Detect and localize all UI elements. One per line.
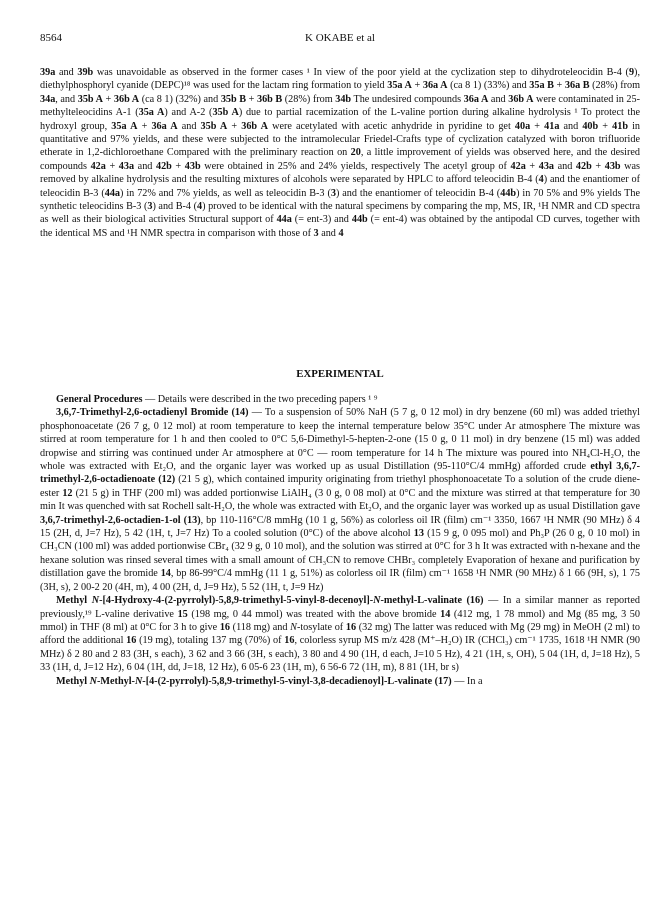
bromide-paragraph-run: 3,6,7-Trimethyl-2,6-octadienyl Bromide (14) (56, 407, 249, 419)
intro-paragraph-run: 4 (338, 227, 344, 239)
intro-paragraph-run: were contaminated in 25-methylteleocidins A-1 ( (40, 93, 640, 119)
valinate17-paragraph-run: N (134, 675, 143, 687)
intro-paragraph-run: 35a A (387, 80, 412, 92)
intro-paragraph-run: ) in 72% and 7% yields, as well as teleocidin B-3 ( (120, 187, 331, 199)
bromide-14-paragraph (40, 406, 640, 594)
intro-paragraph-run: and (559, 120, 583, 132)
intro-paragraph-run: 43a (118, 160, 135, 172)
valinate16-paragraph-run: 16 (219, 621, 230, 633)
intro-paragraph-run: + (591, 160, 605, 172)
valinate16-paragraph-run: 16 (345, 621, 357, 633)
intro-paragraph-run: + (137, 120, 152, 132)
intro-paragraph-run: 3 (147, 201, 153, 213)
valinate16-paragraph-run: (118 mg) and (230, 621, 291, 633)
valinate16-paragraph-run: (198 mg, 0 44 mmol) was treated with the above bromide (187, 608, 441, 620)
valinate16-paragraph-run: -[4-Hydroxy-4-(2-pyrrolyl)-5,8,9-trimethyl-5-vinyl-8-decenoyl]- (99, 595, 374, 607)
intro-paragraph-run: + (105, 160, 119, 172)
results-discussion-paragraph (40, 66, 640, 240)
intro-paragraph-run: (= ent-3) and (291, 214, 352, 226)
valinate16-paragraph-run: -methyl-L-valinate (16) (380, 595, 484, 607)
valinate16-paragraph-run: N (290, 621, 297, 633)
intro-paragraph-run: and (177, 120, 201, 132)
bromide-paragraph-run: (21 5 g) in THF (200 ml) was added portionwise LiAlH₄ (3 0 g, 0 08 mol) at 0°C and the mixture was stirred at that temperature for 30 min It was quenched with sat Rochell salt-H₂O, the whole was extracted with Et₂O, and the organic layer was worked up as usual Distillation gave (40, 487, 641, 513)
intro-paragraph-run: 44a (104, 187, 120, 199)
bromide-paragraph-run: , bp 86-99°C/4 mmHg (11 1 g, 51%) as colorless oil IR (film) cm⁻¹ 1658 ¹H NMR (90 MHz) δ 1 66 (9H, s), 1 75 (3H, s), 2 00-2 20 (4H, m), 4 00 (2H, d, J=9 Hz), 5 52 (1H, t, J=9 Hz) (40, 568, 640, 593)
valinate16-paragraph-run: 16 (284, 635, 295, 647)
intro-paragraph-run: 39a (40, 67, 56, 78)
intro-paragraph-run: 35b A (200, 120, 228, 132)
intro-paragraph-run: + (553, 80, 565, 92)
intro-paragraph-run: 3 (313, 227, 319, 239)
intro-paragraph-run: ) and A-2 ( (164, 107, 213, 119)
bromide-paragraph-run: (15 9 g, 0 095 mol) and Ph₃P (26 0 g, 0 10 mol) in CH₃CN (100 ml) was added portionwise CBr₄ (32 9 g, 0 10 mol), and the solution was stirred at 0°C for 3 h It was extracted with n-hexane and the hexane solution was rinsed several times with a small amount of CH₃CN to remove CHBr₃ completely Evaporation of hexane and purification by distillation gave the bromide (40, 528, 640, 580)
intro-paragraph-run: + (171, 160, 185, 172)
intro-paragraph-run: + (598, 120, 613, 132)
intro-paragraph-run: 35a A (111, 120, 138, 132)
intro-paragraph-run: 44b (500, 187, 517, 199)
intro-paragraph-run: 4 (197, 201, 203, 213)
intro-paragraph-run: + (246, 93, 257, 105)
intro-paragraph-run: 35b B (220, 93, 247, 105)
intro-paragraph-run: 36a A (151, 120, 178, 132)
intro-paragraph-run: + (227, 120, 242, 132)
intro-paragraph-run: 40b (582, 120, 599, 132)
intro-paragraph-run: (ca 8 1) (32%) and (139, 93, 221, 105)
valinate16-paragraph-run: (412 mg, 1 78 mmol) and Mg (85 mg, 3 50 mmol) in THF (8 ml) at 0°C for 3 h to give (40, 608, 640, 633)
intro-paragraph-run: 39b (77, 67, 94, 78)
intro-paragraph-run: 36a A (422, 80, 448, 92)
intro-paragraph-run: and (55, 67, 78, 78)
intro-paragraph (40, 66, 640, 240)
bromide-paragraph-run: 12 (62, 487, 73, 499)
page-number: 8564 (40, 32, 62, 44)
intro-paragraph-run: + (525, 160, 539, 172)
valinate17-paragraph-run: Methyl (56, 675, 90, 687)
intro-paragraph-run: (28%) from (282, 93, 336, 105)
intro-paragraph-run: 41a (544, 120, 560, 132)
valinate16-paragraph-run: (19 mg), totaling 137 mg (70%) of (136, 635, 285, 647)
general-paragraph-run: General Procedures (56, 394, 143, 405)
intro-paragraph-run: 34b (335, 93, 352, 105)
bromide-paragraph-run: 3,6,7-trimethyl-2,6-octadien-1-ol (13) (40, 514, 201, 526)
intro-paragraph-run: + (530, 120, 545, 132)
intro-paragraph-run: ) in 70 5% and 9% yields The synthetic teleocidins B-3 ( (40, 187, 641, 213)
running-head: K OKABE et al (305, 32, 375, 44)
intro-paragraph-run: The undesired compounds (351, 93, 464, 105)
intro-paragraph-run: (= ent-4) was obtained by the antipodal CD curves, together with the identical MS and ¹H NMR spectra in comparison with those of (40, 214, 640, 239)
intro-paragraph-run: were acetylated with acetic anhydride in pyridine to get (267, 120, 515, 132)
valinate17-paragraph-run: — In a (451, 675, 483, 687)
valinate16-paragraph-run: — In a similar manner as reported previously,¹⁹ L-valine derivative (40, 595, 640, 620)
intro-paragraph-run: 40a (514, 120, 531, 132)
valinate16-paragraph-run: N (373, 595, 381, 607)
valinate16-paragraph-run: (32 mg) The latter was reduced with Mg (29 mg) in MeOH (2 ml) to afford the additional (40, 621, 640, 647)
intro-paragraph-run: ), diethylphosphoryl cyanide (DEPC)¹⁸ was used for the lactam ring formation to yield (40, 67, 640, 92)
intro-paragraph-run: in quantitative and 97% yields, and these were subjected to the intramolecular Friedel-Crafts type of cyclization catalyzed with boron trifluoride etherate in 1,2-dichloroethane Compared with the preliminary reaction on (40, 120, 641, 159)
intro-paragraph-run: and (488, 93, 509, 105)
intro-paragraph-run: 36b B (256, 93, 283, 105)
intro-paragraph-run: 4 (538, 174, 544, 186)
valinate17-paragraph-run: N (89, 675, 98, 687)
valinate17-paragraph-run: -[4-(2-pyrrolyl)-5,8,9-trimethyl-5-vinyl-3,8-decadienoyl]-L-valinate (17) (142, 675, 452, 687)
intro-paragraph-run: 42a (510, 160, 526, 172)
intro-paragraph-run: 36b A (241, 120, 268, 132)
page-header (40, 32, 640, 46)
intro-paragraph-run: ) proved to be identical with the natural specimens by comparing the mp, MS, IR, ¹H NMR and CD spectra as well as their biological activities Structural support of (40, 201, 640, 226)
intro-paragraph-run: ) and the enantiomer of teleocidin B-3 ( (40, 174, 641, 199)
valinate-17-paragraph (40, 675, 640, 688)
general-paragraph-run: — Details were described in the two preceding papers ¹ ⁹ (142, 394, 378, 405)
intro-paragraph-run: and (318, 227, 339, 239)
general-procedures-paragraph (40, 393, 640, 406)
intro-paragraph-run: 43a (538, 160, 555, 172)
intro-paragraph-run: + (411, 80, 423, 92)
intro-paragraph-run: 36b A (113, 93, 140, 105)
experimental-body (40, 393, 640, 688)
intro-paragraph-run: 36b A (508, 93, 534, 105)
valinate16-paragraph-run: -tosylate of (296, 621, 346, 633)
intro-paragraph-run: 42b (575, 160, 592, 172)
valinate17-paragraph-run: -Methyl- (97, 675, 135, 687)
intro-paragraph-run: (ca 8 1) (33%) and (447, 80, 530, 92)
bromide-paragraph-run: ethyl 3,6,7-trimethyl-2,6-octadienoate (12) (40, 461, 640, 486)
intro-paragraph-run: 43b (604, 160, 621, 172)
intro-paragraph-run: ) due to partial racemization of the L-valine portion during alkaline hydrolysis ¹ To protect the hydroxyl group, (40, 107, 640, 132)
valinate16-paragraph-run: N (91, 595, 100, 607)
bromide-paragraph-run: 14 (160, 568, 171, 580)
intro-paragraph-run: 35a A (138, 107, 165, 119)
intro-paragraph-run: 36a B (564, 80, 590, 92)
intro-paragraph-run: 43b (184, 160, 201, 172)
bromide-paragraph-run: 13 (413, 528, 424, 540)
intro-paragraph-run: 3 (330, 187, 336, 199)
intro-paragraph-run: ) and the enantiomer of teleocidin B-4 ( (335, 187, 501, 199)
intro-paragraph-run: was removed by alkaline hydrolysis and the resulting mixtures of alcohols were separated by HPLC to afford teleocidin B-4 ( (40, 160, 641, 186)
valinate16-paragraph-run: 16 (126, 635, 137, 647)
intro-paragraph-run: 35b A (77, 93, 103, 105)
intro-paragraph-run: and (554, 160, 576, 172)
intro-paragraph-run: 34a (40, 93, 56, 105)
intro-paragraph-run: was unavoidable as observed in the former cases ¹ In view of the poor yield at the cyclization step to dihydroteleocidin B-4 ( (93, 67, 629, 78)
intro-paragraph-run: 36a A (463, 93, 489, 105)
bromide-paragraph-run: — To a suspension of 50% NaH (5 7 g, 0 12 mol) in dry benzene (60 ml) was added triethyl phosphonoacetate (26 7 g, 0 12 mol) at room temperature to keep the internal temperature below 35°C under Ar atmosphere The mixture was stirred at room temperature for 1 h and then cooled to 0°C 5,6-Dimethyl-5-hepten-2-one (15 0 g, 0 11 mol) in dry benzene (15 ml) was added dropwise and stirring was continued under Ar atmosphere at 0°C — room temperature for 14 h The mixture was poured into NH₄Cl-H₂O, the whole was extracted with Et₂O, and the organic layer was worked up as usual Distillation (95-110°C/4 mmHg) afforded crude (40, 407, 640, 473)
intro-paragraph-run: , a little improvement of yields was observed here, and the desired compounds (40, 147, 640, 172)
intro-paragraph-run: and (134, 160, 156, 172)
intro-paragraph-run: were obtained in 25% and 24% yields, respectively The acetyl group of (200, 160, 511, 172)
intro-paragraph-run: 9 (628, 67, 635, 78)
bromide-paragraph-run: (21 5 g), which contained impurity originating from triethyl phosphonoacetate To a solution of the crude diene-ester (40, 474, 640, 499)
section-title-experimental: EXPERIMENTAL (296, 368, 384, 380)
intro-paragraph-run: , and (55, 93, 78, 105)
intro-paragraph-run: + (102, 93, 114, 105)
intro-paragraph-run: 20 (350, 147, 361, 159)
valinate16-paragraph-run: , colorless syrup MS m/z 428 (M⁺–H₂O) IR (CHCl₃) cm⁻¹ 1735, 1618 ¹H NMR (90 MHz) δ 2 80 and 2 83 (3H, s each), 3 62 and 3 66 (3H, s each), 3 80 and 4 90 (1H, d each, J=10 5 Hz), 4 21 (1H, s, OH), 5 04 (1H, d, J=18 Hz), 5 33 (1H, d, J=12 Hz), 6 04 (1H, dd, J=18, 12 Hz), 6 05-6 23 (1H, m), 6 56-6 72 (1H, m), 8 81 (1H, br s) (40, 635, 640, 674)
intro-paragraph-run: 42a (90, 160, 106, 172)
valinate-16-paragraph (40, 594, 640, 674)
bromide-paragraph-run: , bp 110-116°C/8 mmHg (10 1 g, 56%) as colorless oil IR (film) cm⁻¹ 3350, 1667 ¹H NMR (90 MHz) δ 4 15 (2H, d, J=7 Hz), 5 42 (1H, t, J=7 Hz) To a cooled solution (0°C) of the above alcohol (40, 514, 640, 540)
valinate16-paragraph-run: Methyl (56, 595, 92, 607)
intro-paragraph-run: 35a B (529, 80, 554, 92)
valinate16-paragraph-run: 15 (177, 608, 188, 620)
intro-paragraph-run: (28%) from (589, 80, 640, 92)
intro-paragraph-run: 44b (351, 214, 368, 226)
intro-paragraph-run: 41b (612, 120, 628, 132)
intro-paragraph-run: ) and B-4 ( (152, 201, 197, 213)
intro-paragraph-run: 42b (155, 160, 172, 172)
intro-paragraph-run: 44a (276, 214, 292, 226)
valinate16-paragraph-run: 14 (440, 608, 451, 620)
intro-paragraph-run: 35b A (212, 107, 239, 119)
